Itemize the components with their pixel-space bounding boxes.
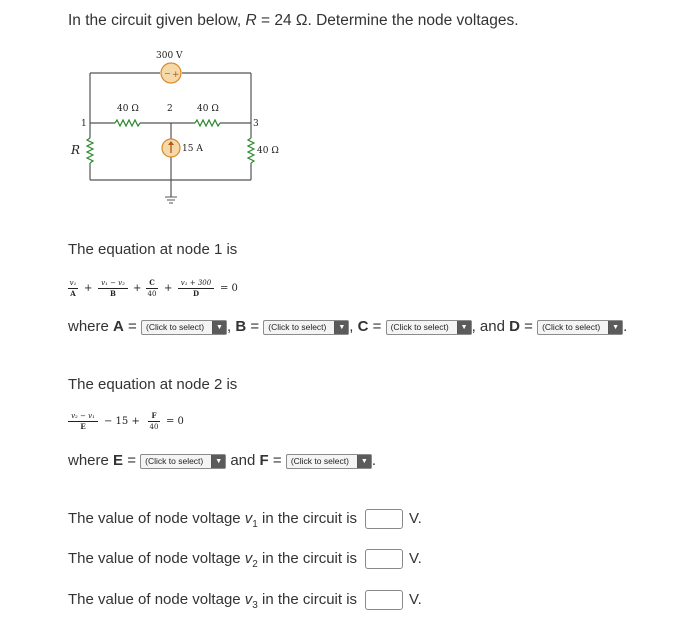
resistor-r (87, 138, 93, 163)
answer-input-v1[interactable] (365, 509, 403, 529)
answer-v1-unit: V. (409, 510, 422, 527)
node1-eq-b: = (250, 318, 260, 335)
node2-label-e: E (113, 452, 124, 469)
voltage-source-minus: − (164, 69, 171, 78)
answer-v2-var: v (244, 550, 253, 567)
resistor-left-40 (115, 120, 140, 126)
node1-label-d: D (509, 318, 520, 335)
resistor-right-vertical (248, 138, 254, 163)
node2-eq-e: = (127, 452, 136, 469)
node1-heading: The equation at node 1 is (68, 241, 238, 258)
answer-row-v3 (68, 591, 357, 611)
node1-period: . (623, 318, 628, 335)
answer-v2-pre: The value of node voltage (68, 550, 245, 567)
answer-v3-sub: 3 (252, 600, 258, 611)
node1-frac-1: v₁ A (69, 279, 77, 298)
answer-input-v2[interactable] (365, 549, 403, 569)
answer-v2-post: in the circuit is (257, 550, 358, 567)
answer-v1-post: in the circuit is (257, 510, 358, 527)
node1-label-b: B (235, 318, 247, 335)
answer-row-v1 (68, 510, 357, 530)
node2-where-line (68, 452, 376, 469)
node1-frac-3: C 40 (147, 278, 157, 298)
node2-equals-zero: = 0 (166, 416, 184, 427)
node1-dropdown-a[interactable] (141, 320, 227, 335)
question-text (68, 12, 519, 30)
node1-label-a: A (113, 318, 124, 335)
node1-where-text: where (68, 318, 109, 335)
node1-eq-d: = (524, 318, 533, 335)
node1-dropdown-b[interactable] (263, 320, 349, 335)
voltage-source-plus: + (172, 70, 180, 80)
node2-dropdown-e[interactable] (140, 454, 226, 469)
answer-v2-unit: V. (409, 550, 422, 567)
answer-v1-pre: The value of node voltage (68, 510, 245, 527)
label-node-2: 2 (167, 104, 173, 114)
node2-dropdown-f[interactable] (286, 454, 372, 469)
node1-dropdown-d-text: (Click to select) (542, 321, 601, 332)
label-r: R (71, 143, 81, 157)
answer-v1-sub: 1 (252, 519, 258, 530)
node2-dropdown-f-text: (Click to select) (290, 455, 349, 466)
question-r-symbol: R (245, 12, 257, 29)
answer-v3-unit: V. (409, 591, 422, 608)
chevron-down-icon: ▼ (334, 321, 348, 334)
node1-frac-4: v₁ + 300 D (178, 279, 214, 298)
node1-dropdown-c[interactable] (386, 320, 472, 335)
node2-and-text: and (230, 452, 256, 469)
circuit-diagram (60, 45, 290, 205)
node1-plus-1: + (84, 283, 93, 294)
node2-eq-f: = (272, 452, 282, 469)
node2-frac-2: F 40 (149, 411, 159, 431)
chevron-down-icon: ▼ (212, 321, 226, 334)
label-current-source: 15 A (182, 144, 203, 154)
answer-v2-sub: 2 (252, 559, 258, 570)
node1-dropdown-b-text: (Click to select) (268, 321, 327, 332)
node1-eq-a: = (128, 318, 137, 335)
node1-dropdown-a-text: (Click to select) (145, 321, 205, 332)
label-r-vertical: 40 Ω (257, 146, 279, 156)
answer-row-v2 (68, 550, 357, 570)
node1-eq-c: = (372, 318, 382, 335)
chevron-down-icon: ▼ (357, 455, 371, 468)
node2-period: . (371, 452, 376, 469)
question-prefix: In the circuit given below, (68, 12, 246, 29)
node1-dropdown-c-text: (Click to select) (390, 321, 449, 332)
node2-heading: The equation at node 2 is (68, 376, 238, 393)
answer-v3-pre: The value of node voltage (68, 591, 245, 608)
chevron-down-icon: ▼ (608, 321, 622, 334)
node1-label-c: C (357, 318, 369, 335)
question-rest: = 24 Ω. Determine the node voltages. (256, 12, 519, 29)
chevron-down-icon: ▼ (457, 321, 471, 334)
node1-and-text: , and (471, 318, 505, 335)
node1-where-line (68, 318, 627, 335)
label-r-right: 40 Ω (197, 104, 219, 114)
chevron-down-icon: ▼ (211, 455, 225, 468)
answer-v1-var: v (244, 510, 253, 527)
node2-minus-15: − 15 + (104, 416, 140, 427)
label-node-1: 1 (81, 119, 87, 129)
node1-frac-2: v₁ − v₂ B (98, 279, 128, 298)
node1-dropdown-d[interactable] (537, 320, 623, 335)
ground-symbol (165, 197, 177, 203)
node1-comma-a: , (226, 318, 232, 335)
answer-v3-post: in the circuit is (257, 591, 358, 608)
node1-comma-b: , (349, 318, 354, 335)
node2-dropdown-e-text: (Click to select) (145, 455, 204, 466)
answer-v3-var: v (244, 591, 253, 608)
node1-plus-2: + (133, 283, 142, 294)
node1-equals-zero: = 0 (220, 283, 238, 294)
node2-label-f: F (259, 452, 269, 469)
answer-input-v3[interactable] (365, 590, 403, 610)
node2-frac-1: v₂ − v₁ E (68, 412, 98, 431)
label-node-3: 3 (253, 119, 259, 129)
node1-plus-3: + (164, 283, 173, 294)
label-source-voltage: 300 V (156, 51, 183, 61)
resistor-right-40 (195, 120, 220, 126)
label-r-left: 40 Ω (117, 104, 139, 114)
node2-where-text: where (68, 452, 109, 469)
